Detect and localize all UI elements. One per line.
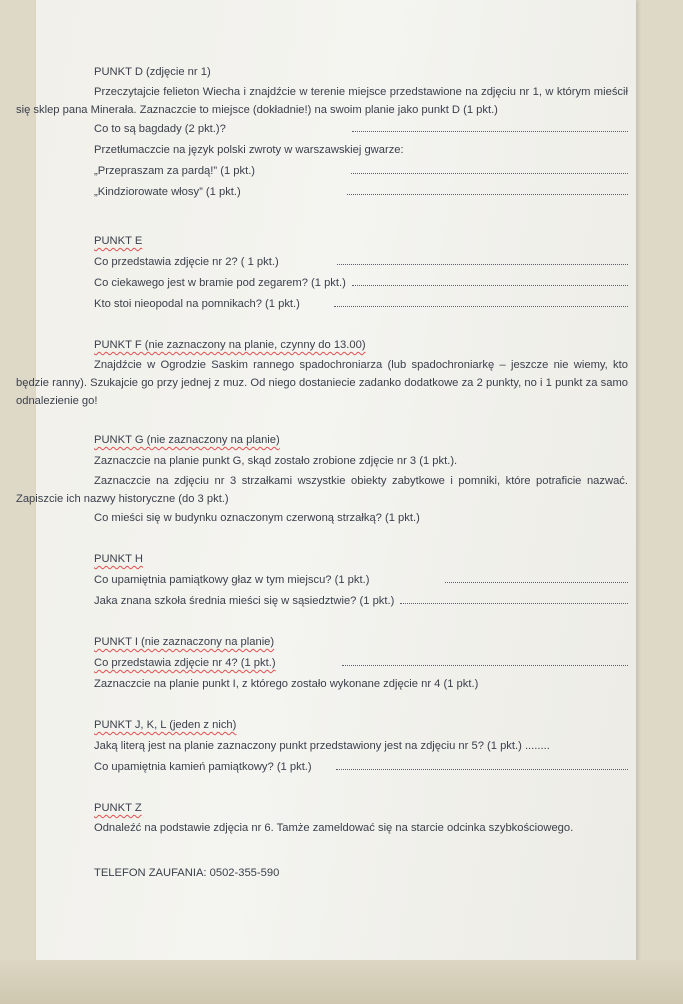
answer-line[interactable] (347, 183, 628, 195)
answer-line[interactable] (400, 592, 628, 604)
answer-line[interactable] (445, 571, 628, 583)
heading-text: PUNKT H (94, 553, 143, 565)
answer-line[interactable] (352, 120, 628, 132)
document-body (16, 62, 628, 884)
paragraph-text: Przeczytajcie felieton Wiecha i znajdźcie w terenie miejsce przedstawione na zdjęciu nr 1, w którym mieścił się sklep pana Minerała. Zaznaczcie to miejsce (dokładnie!) na swoim planie jako punkt D (1 pkt.) (16, 86, 628, 116)
section-heading (16, 549, 628, 570)
section-punkt-jkl (16, 715, 628, 778)
question-row (16, 252, 628, 273)
instruction-text: Przetłumaczcie na język polski zwroty w warszawskiej gwarze: (94, 144, 404, 156)
question-row (16, 119, 628, 140)
question-row (16, 161, 628, 182)
background-surface (0, 960, 683, 1004)
answer-line[interactable] (342, 654, 628, 666)
section-paragraph (16, 356, 628, 410)
paragraph-text: Znajdźcie w Ogrodzie Saskim rannego spadochroniarza (lub spadochroniarkę – jeszcze nie wiemy, kto będzie ranny). Szukajcie go przy jednej z muz. Od niego dostaniecie zadanko dodatkowe za 2 punkty, no i 1 punkt za samo odnalezienie go! (16, 359, 628, 407)
heading-text: PUNKT F (nie zaznaczony na planie, czynny do 13.00) (94, 339, 366, 351)
section-punkt-f (16, 335, 628, 410)
question-label: Co przedstawia zdjęcie nr 2? ( 1 pkt.) (94, 256, 279, 268)
section-punkt-g (16, 430, 628, 529)
heading-text: PUNKT I (nie zaznaczony na planie) (94, 636, 275, 648)
section-punkt-i (16, 632, 628, 695)
question-row (16, 182, 628, 203)
instruction-text: Zaznaczcie na planie punkt I, z którego zostało wykonane zdjęcie nr 4 (1 pkt.) (94, 678, 479, 690)
section-punkt-e (16, 231, 628, 315)
question-label: Jaka znana szkoła średnia mieści się w sąsiedztwie? (1 pkt.) (94, 595, 395, 607)
question-row (16, 570, 628, 591)
section-punkt-h (16, 549, 628, 612)
section-heading: PUNKT D (zdjęcie nr 1) (94, 66, 211, 78)
section-paragraph (16, 472, 628, 508)
section-punkt-z (16, 798, 628, 837)
answer-line[interactable] (337, 253, 628, 265)
question-label: Co ciekawego jest w bramie pod zegarem? (1 pkt.) (94, 277, 346, 289)
section-heading (16, 430, 628, 451)
instruction-text: Zaznaczcie na planie punkt G, skąd zostało zrobione zdjęcie nr 3 (1 pkt.). (94, 455, 458, 467)
paragraph-text: Zaznaczcie na zdjęciu nr 3 strzałkami wszystkie obiekty zabytkowe i pomniki, które potraficie nazwać. Zapiszcie ich nazwy historyczne (do 3 pkt.) (16, 475, 628, 505)
section-heading (16, 335, 628, 356)
section-heading (16, 715, 628, 736)
question-label: Co przedstawia zdjęcie nr 4? (1 pkt.) (94, 657, 276, 669)
question-row (16, 294, 628, 315)
question-row (16, 653, 628, 674)
section-paragraph (16, 83, 628, 119)
question-label: „Kindziorowate włosy” (1 pkt.) (94, 186, 241, 198)
heading-text: PUNKT G (nie zaznaczony na planie) (94, 434, 280, 446)
section-paragraph (16, 819, 628, 837)
section-punkt-d (16, 62, 628, 203)
heading-text: PUNKT J, K, L (jeden z nich) (94, 719, 237, 731)
question-row (16, 273, 628, 294)
section-heading (16, 798, 628, 819)
answer-line[interactable] (351, 162, 628, 174)
question-label: Kto stoi nieopodal na pomnikach? (1 pkt.) (94, 298, 300, 310)
answer-line[interactable] (352, 274, 628, 286)
question-label: Jaką literą jest na planie zaznaczony punkt przedstawiony jest na zdjęciu nr 5? (1 pkt.) ........ (94, 740, 550, 752)
instruction-text: Co mieści się w budynku oznaczonym czerwoną strzałką? (1 pkt.) (94, 512, 420, 524)
hotline-phone: TELEFON ZAUFANIA: 0502-355-590 (94, 867, 280, 879)
question-label: Co upamiętnia kamień pamiątkowy? (1 pkt.) (94, 761, 312, 773)
heading-text: PUNKT E (94, 235, 143, 247)
answer-line[interactable] (334, 295, 628, 307)
section-heading (16, 632, 628, 653)
paragraph-text: Odnaleźć na podstawie zdjęcia nr 6. Tamże zameldować się na starcie odcinka szybkościowego. (94, 822, 574, 834)
question-label: „Przepraszam za pardą!” (1 pkt.) (94, 165, 256, 177)
question-row (16, 757, 628, 778)
question-label: Co upamiętnia pamiątkowy głaz w tym miejscu? (1 pkt.) (94, 574, 370, 586)
section-heading (16, 231, 628, 252)
answer-line[interactable] (336, 758, 628, 770)
heading-text: PUNKT Z (94, 802, 142, 814)
question-row (16, 591, 628, 612)
question-label: Co to są bagdady (2 pkt.)? (94, 123, 226, 135)
